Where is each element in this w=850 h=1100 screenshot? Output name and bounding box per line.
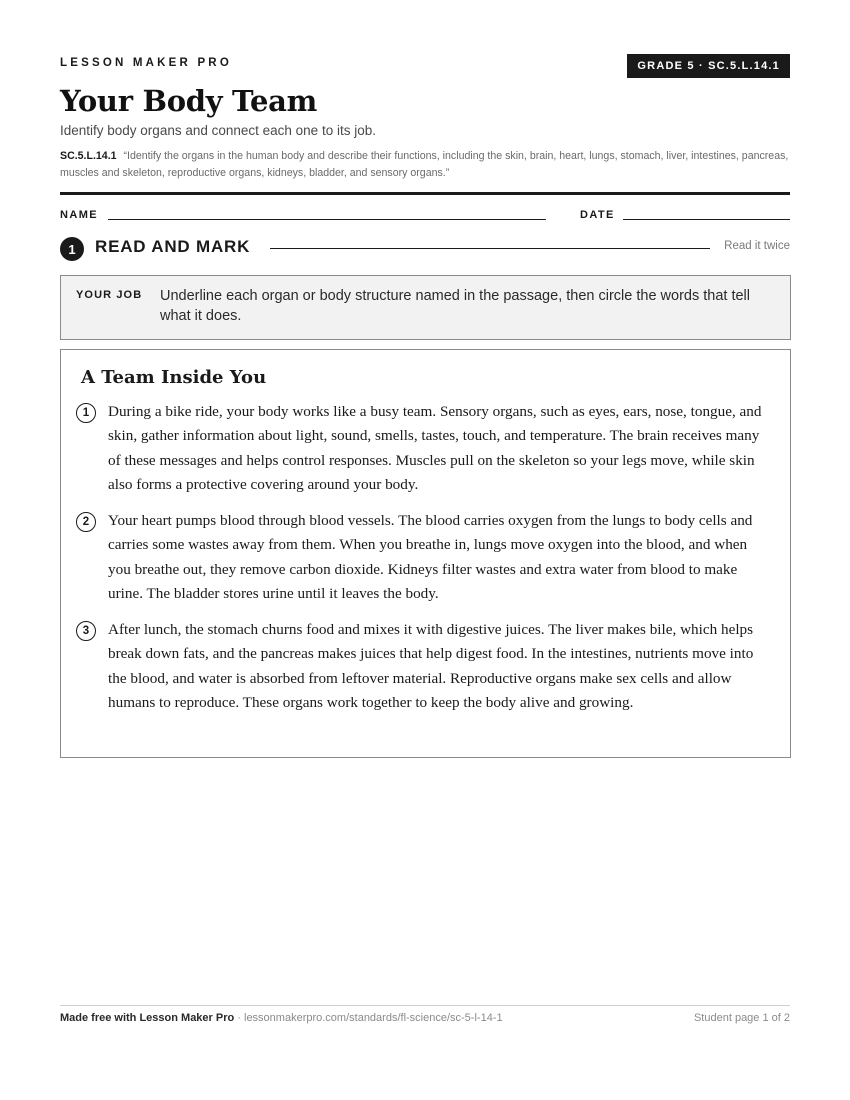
reading-passage bbox=[60, 349, 791, 758]
page-subtitle: Identify body organs and connect each one to its job. bbox=[60, 123, 376, 138]
job-text: Underline each organ or body structure named in the passage, then circle the words that tell what it does. bbox=[160, 288, 751, 324]
grade-badge: GRADE 5 · SC.5.L.14.1 bbox=[627, 54, 790, 78]
footer-page-number: Student page 1 of 2 bbox=[693, 1012, 790, 1024]
date-label: DATE bbox=[580, 209, 615, 221]
name-label: NAME bbox=[60, 209, 98, 221]
job-instructions-box bbox=[60, 275, 791, 340]
standard-text: “Identify the organs in the human body and describe their functions, including the skin, brain, heart, lungs, stomach, liver, intestines, pancreas, muscles and skeleton, reproductive organs, kidneys, bladder, and sensory organs.” bbox=[60, 150, 789, 179]
standard-code: SC.5.L.14.1 bbox=[60, 150, 117, 162]
name-field-line[interactable] bbox=[108, 219, 546, 220]
header-divider bbox=[60, 192, 790, 195]
passage-paragraph: During a bike ride, your body works like a busy team. Sensory organs, such as eyes, ears, nose, tongue, and skin, gather information about light, sound, smells, tastes, touch, and temperature. The brain receives many of these messages and helps control responses. Muscles pull on the skeleton so your legs move, while skin also forms a protective covering around your body. bbox=[108, 403, 762, 493]
paragraph-number: 2 bbox=[76, 512, 96, 532]
footer-made-with: Made free with Lesson Maker Pro bbox=[60, 1012, 235, 1024]
footer-credit bbox=[60, 1012, 503, 1024]
passage-paragraph: After lunch, the stomach churns food and mixes it with digestive juices. The liver makes bile, which helps break down fats, and the pancreas makes juices that help digest food. In the intestines, nutrients move into the blood, and water is absorbed from leftover material. Reproductive organs make sex cells and allow humans to reproduce. These organs work together to keep the body alive and growing. bbox=[108, 621, 754, 711]
section-note: Read it twice bbox=[724, 240, 790, 252]
standard-description bbox=[60, 148, 790, 181]
brand-name: LESSON MAKER PRO bbox=[60, 57, 232, 69]
paragraph-number: 1 bbox=[76, 403, 96, 423]
section-title: READ AND MARK bbox=[95, 237, 251, 256]
page-title: Your Body Team bbox=[60, 84, 318, 118]
section-divider bbox=[270, 248, 710, 249]
date-field-line[interactable] bbox=[623, 219, 790, 220]
footer-divider bbox=[60, 1005, 790, 1006]
passage-title: A Team Inside You bbox=[81, 367, 267, 388]
passage-paragraph: Your heart pumps blood through blood vessels. The blood carries oxygen from the lungs to body cells and carries some wastes away from them. When you breathe in, lungs move oxygen into the blood, and when you breathe out, they remove carbon dioxide. Kidneys filter wastes and extra water from blood to make urine. The bladder stores urine until it leaves the body. bbox=[108, 512, 753, 602]
job-label: YOUR JOB bbox=[76, 289, 143, 301]
section-number-badge: 1 bbox=[60, 237, 84, 261]
footer-url[interactable]: · lessonmakerpro.com/standards/fl-science/sc-5-l-14-1 bbox=[234, 1012, 503, 1024]
paragraph-number: 3 bbox=[76, 621, 96, 641]
